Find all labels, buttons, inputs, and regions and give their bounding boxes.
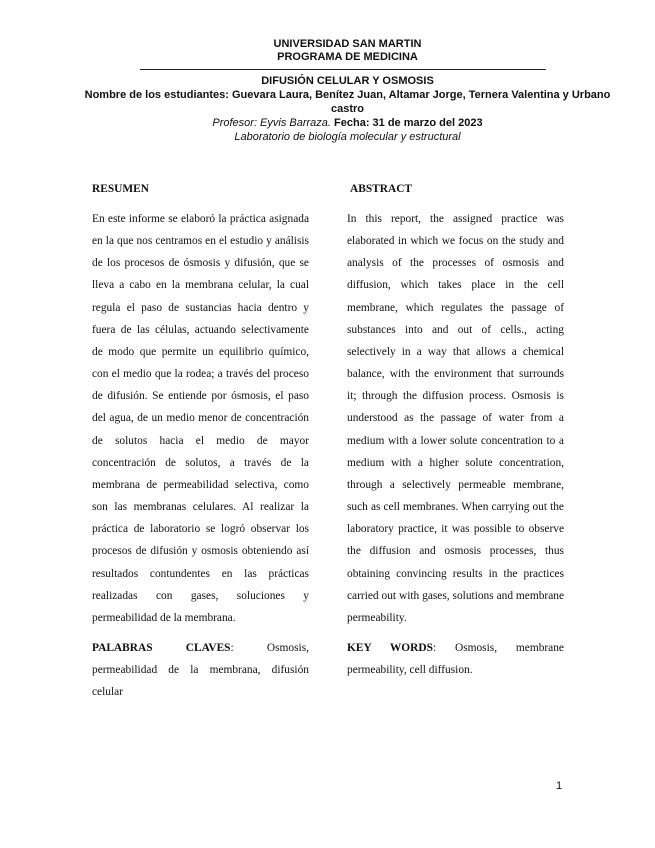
abstract-keywords-label: KEY WORDS	[347, 641, 433, 654]
document-header	[60, 38, 635, 144]
resumen-keywords	[92, 637, 309, 703]
resumen-keywords-label: PALABRAS CLAVES	[92, 641, 231, 654]
professor-name: Profesor: Eyvis Barraza.	[212, 117, 331, 129]
document-title: DIFUSIÓN CELULAR Y OSMOSIS	[261, 75, 434, 87]
university-name: UNIVERSIDAD SAN MARTIN	[273, 38, 422, 50]
program-name: PROGRAMA DE MEDICINA	[277, 51, 418, 63]
abstract-text: In this report, the assigned practice was elaborated in which we focus on the study and analysis of the processes of osmosis and diffusion, which takes place in the cell membrane, which regulates the passage of substances into and out of cells., acting selectively in a way that allows a chemical balance, with the environment that surrounds it; through the diffusion process. Osmosis is understood as the passage of water from a medium with a lower solute concentration to a medium with a higher solute concentration, through a selectively permeable membrane, such as cell membranes. When carrying out the laboratory practice, it was possible to observe the diffusion and osmosis processes, thus obtaining convincing results in the practices carried out with gases, solutions and membrane permeability.	[347, 213, 564, 624]
professor-date-line	[60, 116, 635, 130]
abstract-column	[347, 178, 564, 681]
lab-name: Laboratorio de biología molecular y estructural	[234, 131, 461, 143]
resumen-column	[92, 178, 309, 703]
abstract-title: ABSTRACT	[350, 183, 413, 195]
resumen-title: RESUMEN	[92, 183, 149, 195]
resumen-text: En este informe se elaboró la práctica asignada en la que nos centramos en el estudio y análisis de los procesos de ósmosis y difusión, que se lleva a cabo en la membrana celular, la cual regula el paso de sustancias hacia dentro y fuera de las células, actuando selectivamente de modo que permite un equilibrio químico, con el medio que la rodea; a través del proceso de difusión. Se entiende por ósmosis, el paso del agua, de un medio menor de concentración de solutos hacia el medio de mayor concentración de solutos, a través de la membrana de permeabilidad selectiva, como son las membranas celulares. Al realizar la práctica de laboratorio se logró observar los procesos de difusión y osmosis obteniendo así resultados contundentes en las prácticas realizadas con gases, soluciones y permeabilidad de la membrana.	[92, 213, 309, 624]
resumen-keywords-text: : Osmosis, permeabilidad de la membrana, difusión celular	[92, 641, 309, 699]
students-names: Nombre de los estudiantes: Guevara Laura, Benítez Juan, Altamar Jorge, Ternera Valentina y Urbano castro	[84, 89, 611, 115]
abstract-keywords-text: : Osmosis, membrane permeability, cell diffusion.	[347, 641, 564, 677]
report-date: Fecha: 31 de marzo del 2023	[334, 117, 483, 129]
page-number: 1	[556, 780, 563, 792]
header-divider	[140, 69, 546, 70]
abstract-keywords	[347, 637, 564, 681]
